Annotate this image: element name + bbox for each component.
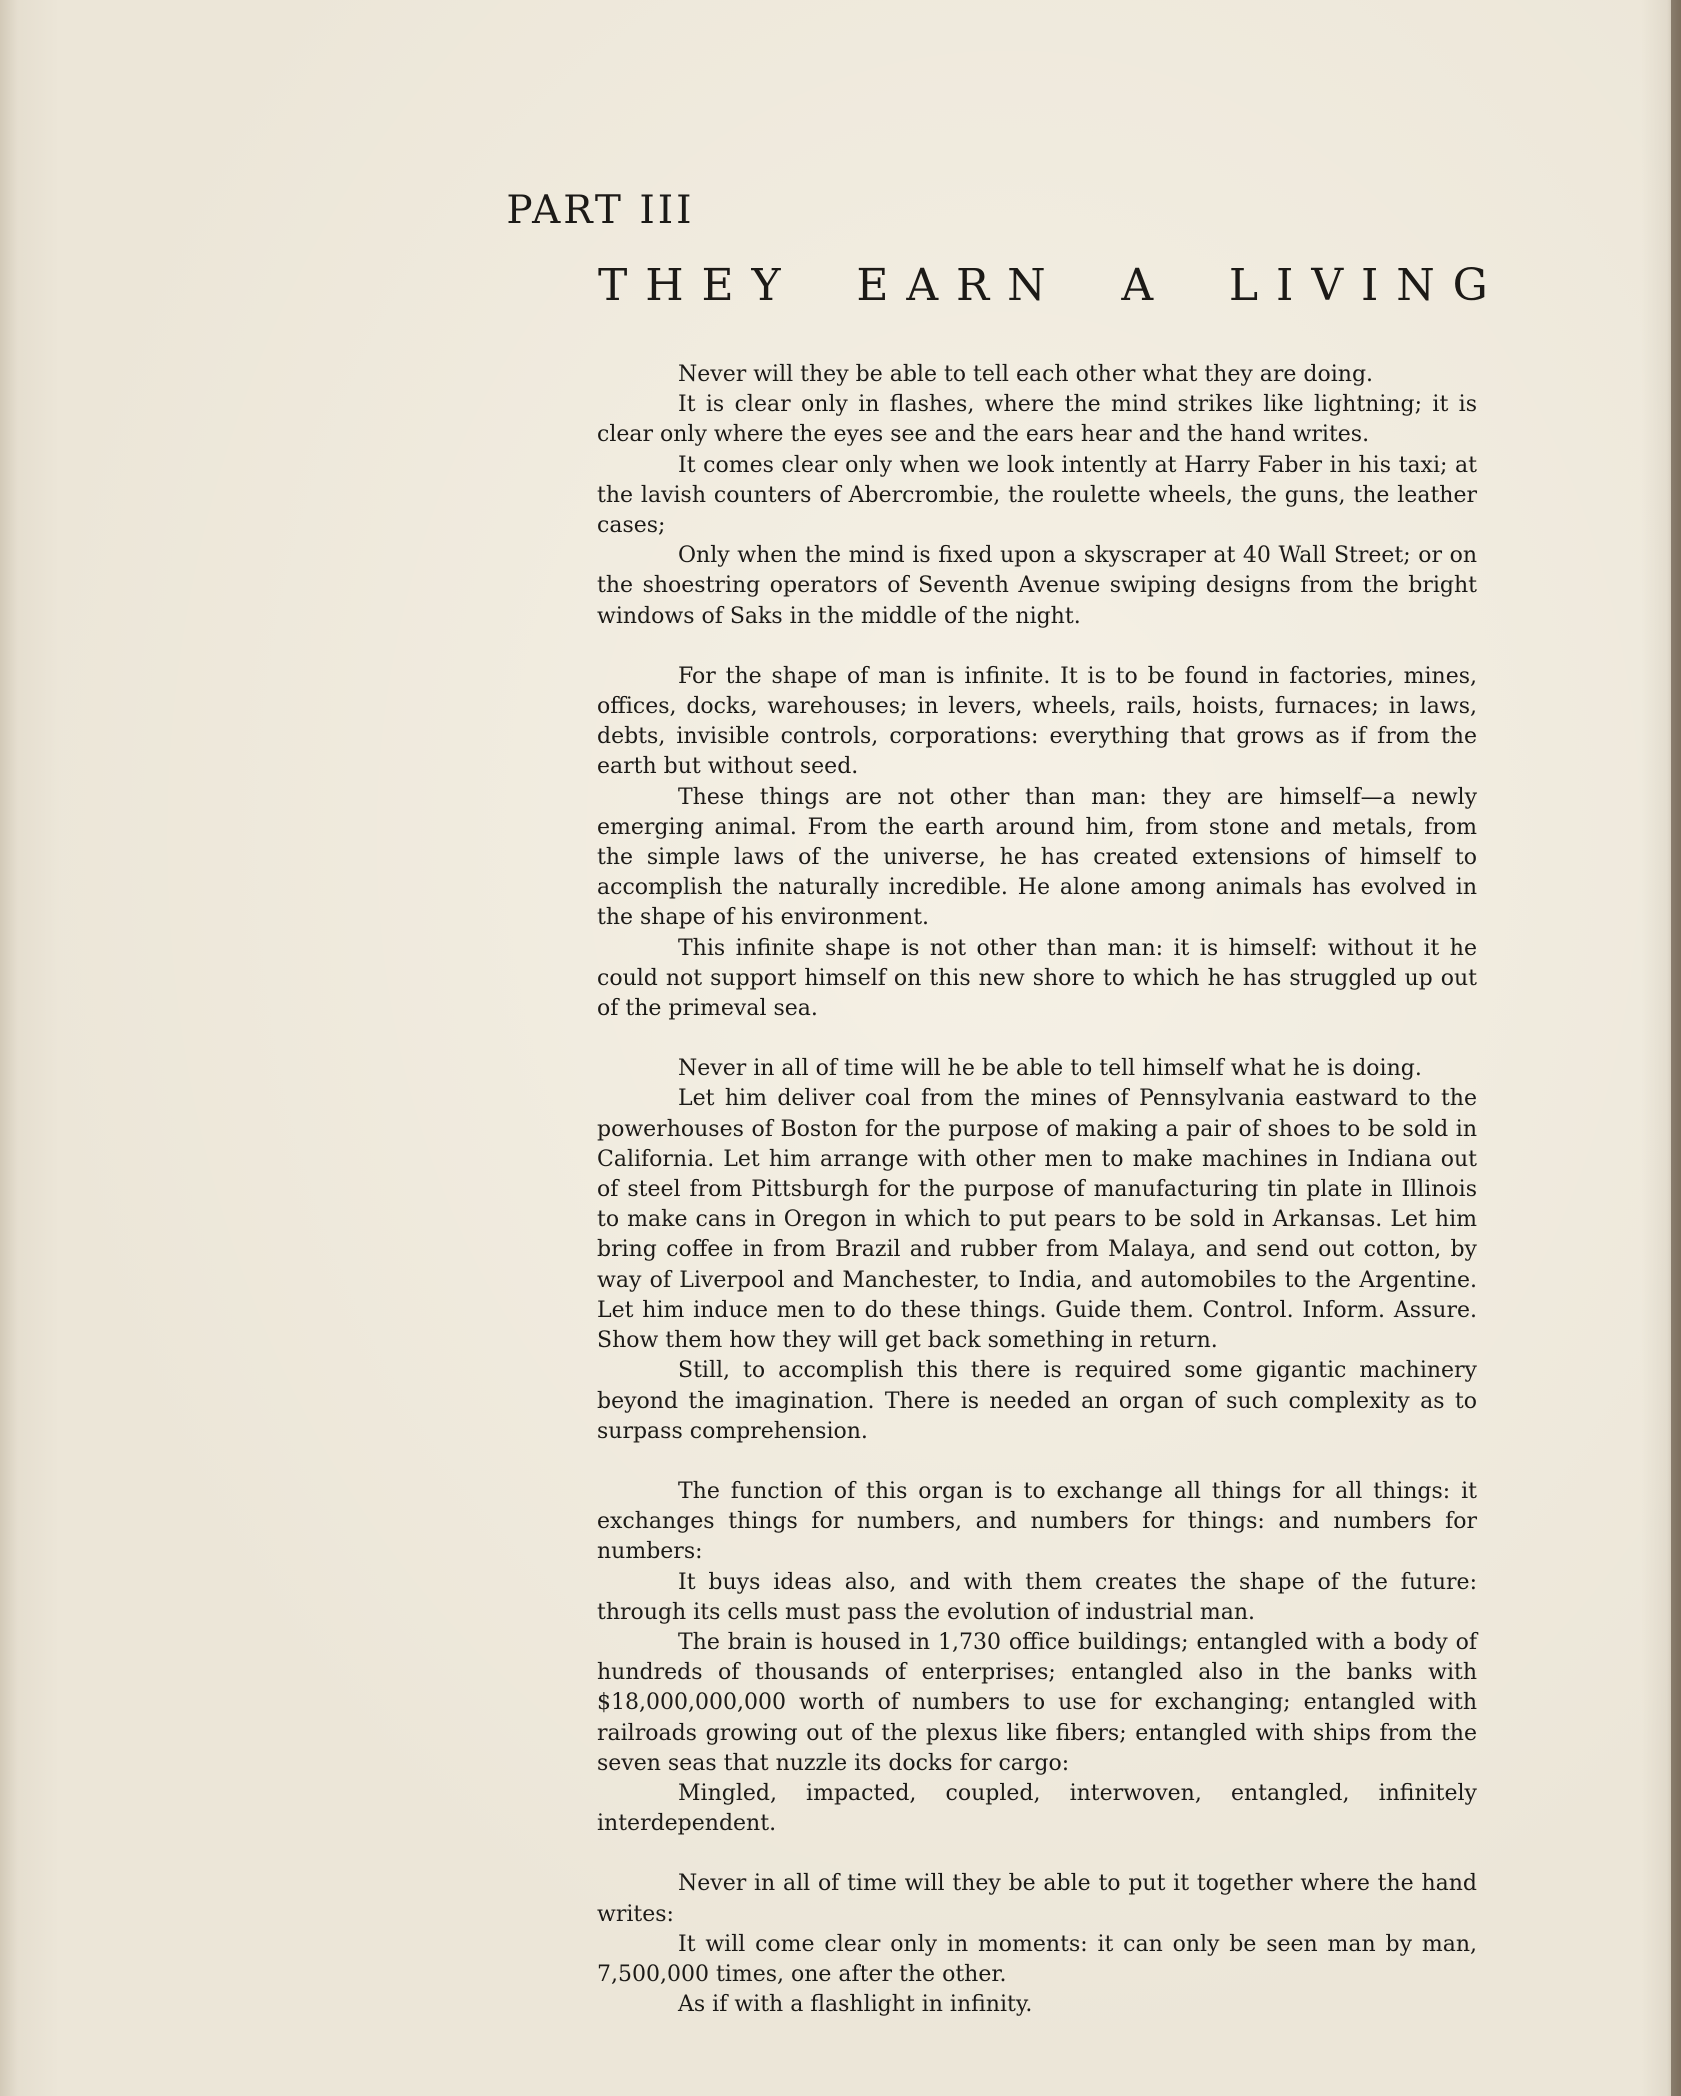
title-letter: L (1228, 260, 1259, 311)
paragraph: It comes clear only when we look intently at Harry Faber in his taxi; at the lavish counters of Abercrombie, the roulette wheels, the guns, the leather cases; (597, 452, 1477, 539)
paragraph: Let him deliver coal from the mines of Pennsylvania eastward to the powerhouses of Boston for the purpose of making a pair of shoes to be sold in California. Let him arrange with other men to make machines in Indiana out of steel from Pittsburgh for the purpose of manufacturing tin plate in Illinois to make cans in Oregon in which to put pears to be sold in Arkansas. Let him bring coffee in from Brazil and rubber from Malaya, and send out cotton, by way of Liverpool and Manchester, to India, and automobiles to the Argentine. Let him induce men to do these things. Guide them. Control. Inform. Assure. Show them how they will get back something in return. (597, 1086, 1477, 1354)
paragraph: Still, to accomplish this there is required some gigantic machinery beyond the imagination. There is needed an organ of such complexity as to surpass comprehension. (597, 1358, 1477, 1444)
paragraph: As if with a flashlight in infinity. (678, 1992, 1033, 2018)
paragraph: The function of this organ is to exchange all things for all things: it exchanges things for numbers, and numbers for things: and numbers for numbers: (597, 1478, 1477, 1565)
paragraph: The brain is housed in 1,730 office buildings; entangled with a body of hundreds of thousands of enterprises; entangled also in the banks with $18,000,000,000 worth of numbers to use for exchanging; entangled with railroads growing out of the plexus like fibers; entangled with ships from the seven seas that nuzzle its docks for cargo: (597, 1629, 1477, 1776)
title-word-gap (1063, 260, 1103, 311)
title-letter: Y (751, 260, 781, 311)
paragraph: It buys ideas also, and with them creates the shape of the future: through its cells must pass the evolution of industrial man. (597, 1569, 1477, 1625)
title-letter: R (956, 260, 990, 311)
title-letter: T (598, 260, 628, 311)
title-letter: E (856, 260, 889, 311)
title-letter: N (1396, 260, 1435, 311)
body-text (597, 360, 1477, 2020)
paragraph: This infinite shape is not other than man: it is himself: without it he could not support himself on this new shore to which he has struggled up out of the primeval sea. (597, 935, 1477, 1022)
title-letter: E (701, 260, 734, 311)
title-letter: N (1007, 260, 1046, 311)
title-word-gap (1171, 260, 1211, 311)
title-letter: A (906, 260, 939, 311)
paragraph: Never will they be able to tell each other what they are doing. (678, 362, 1374, 387)
paragraph: It will come clear only in moments: it can only be seen man by man, 7,500,000 times, one after the other. (597, 1931, 1477, 1987)
title-letter: I (1276, 260, 1294, 311)
title-letter: G (1452, 260, 1488, 311)
paragraph: Mingled, impacted, coupled, interwoven, entangled, infinitely interdependent. (597, 1780, 1477, 1837)
paragraph: It is clear only in flashes, where the mind strikes like lightning; it is clear only where the eyes see and the ears hear and the hand writes. (597, 392, 1477, 448)
title-letter: I (1360, 260, 1379, 311)
paragraph: These things are not other than man: they are himself—a newly emerging animal. From the earth around him, from stone and metals, from the simple laws of the universe, he has created extensions of himself to accomplish the naturally incredible. He alone among animals has evolved in the shape of his environment. (597, 784, 1477, 931)
title-word-gap (798, 260, 838, 311)
paragraph: Only when the mind is fixed upon a skyscraper at 40 Wall Street; or on the shoestring operators of Seventh Avenue swiping designs from the bright windows of Saks in the middle of the night. (597, 543, 1477, 629)
title-letter: H (645, 260, 684, 311)
part-title-heading (598, 260, 1488, 311)
part-number-heading: PART III (506, 188, 695, 233)
paragraph: Never in all of time will they be able to put it together where the hand writes: (597, 1871, 1477, 1927)
page-edge-shadow (1671, 0, 1681, 2096)
title-letter: A (1121, 260, 1154, 311)
paragraph: Never in all of time will he be able to tell himself what he is doing. (678, 1056, 1422, 1082)
title-letter: V (1311, 260, 1344, 311)
paragraph: For the shape of man is infinite. It is to be found in factories, mines, offices, docks, warehouses; in levers, wheels, rails, hoists, furnaces; in laws, debts, invisible controls, corporations: everything that grows as if from the earth but without seed. (597, 663, 1477, 780)
